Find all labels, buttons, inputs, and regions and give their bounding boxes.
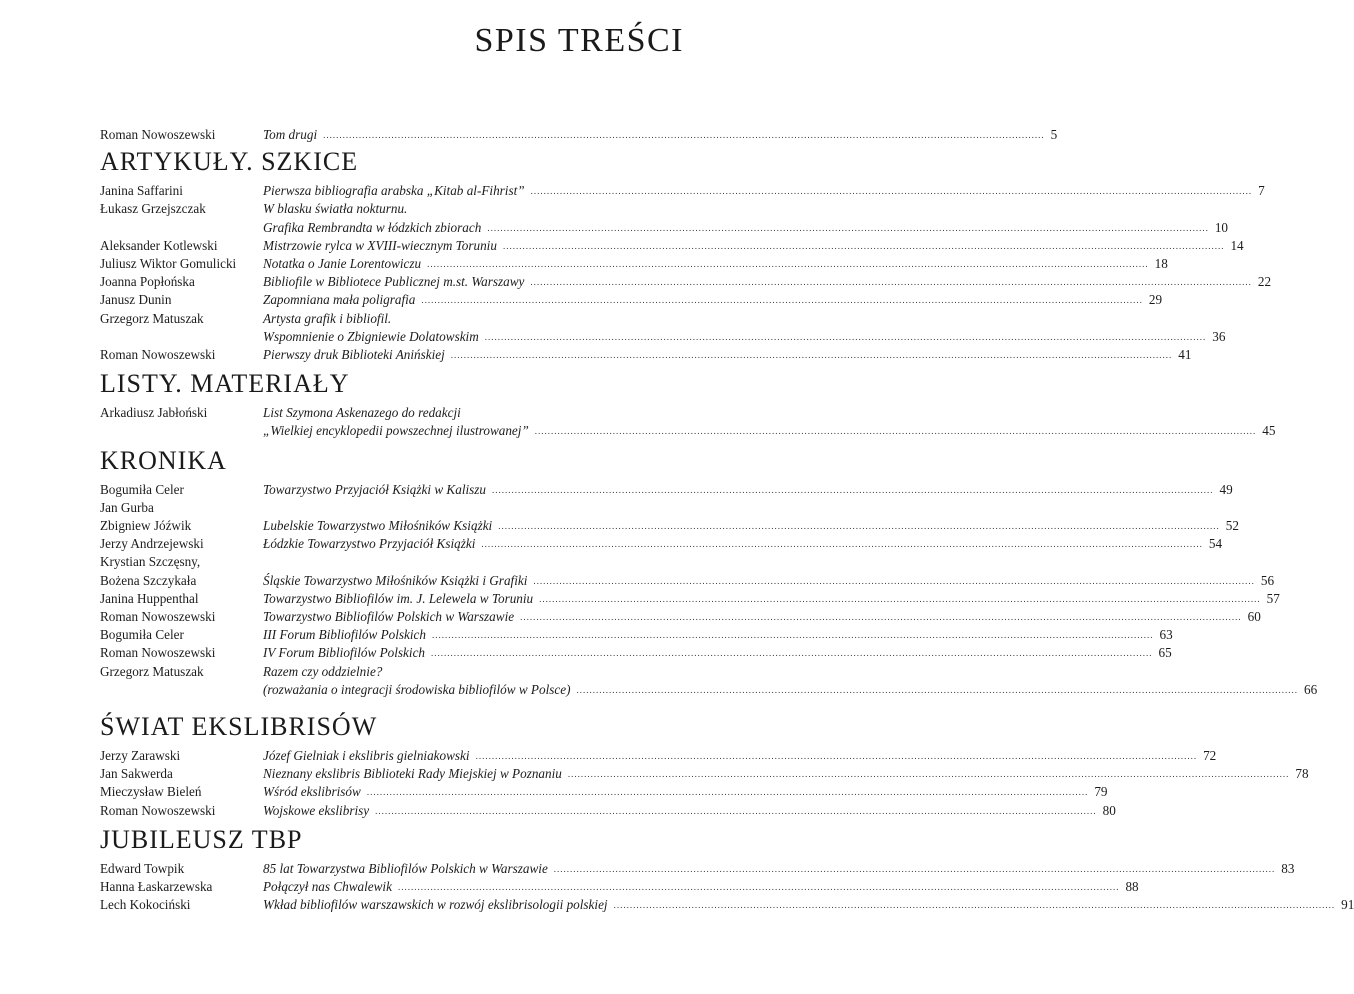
toc-title: Wspomnienie o Zbigniewie Dolatowskim — [263, 328, 479, 344]
toc-page-number: 65 — [1158, 645, 1172, 661]
dot-leader: .............................................................................................................................................................................................................................. — [421, 295, 1143, 306]
toc-title-line — [263, 608, 1261, 626]
toc-entry — [100, 765, 1309, 783]
section-heading: JUBILEUSZ TBP — [100, 824, 303, 854]
toc-page-number: 10 — [1214, 219, 1228, 235]
toc-page-number: 83 — [1281, 860, 1295, 876]
toc-page-number: 52 — [1225, 518, 1239, 534]
toc-author: Jerzy Zarawski — [100, 748, 181, 764]
toc-entry — [100, 517, 1239, 535]
toc-title: Połączył nas Chwalewik — [263, 879, 392, 895]
toc-title: W blasku światła nokturnu. — [263, 201, 408, 217]
toc-title-line — [263, 182, 1265, 200]
toc-page-number: 29 — [1148, 292, 1163, 308]
dot-leader: .............................................................................................................................................................................................................................. — [530, 277, 1252, 288]
toc-entry — [100, 200, 653, 218]
dot-leader: .............................................................................................................................................................................................................................. — [366, 787, 1089, 798]
toc-entry — [100, 572, 1275, 590]
toc-page-number: 14 — [1230, 237, 1244, 253]
dot-leader: .............................................................................................................................................................................................................................. — [427, 259, 1149, 270]
toc-author: Roman Nowoszewski — [100, 127, 216, 142]
toc-entry — [100, 783, 1108, 801]
toc-author: Edward Towpik — [100, 860, 185, 876]
toc-title-line — [263, 517, 1239, 535]
toc-author: Aleksander Kotlewski — [100, 237, 218, 253]
toc-title: Towarzystwo Bibliofilów Polskich w Warszawie — [263, 609, 515, 625]
toc-entry — [100, 802, 1116, 820]
toc-author — [100, 219, 263, 237]
toc-page-number: 60 — [1247, 609, 1261, 625]
toc-author: Jan Sakwerda — [100, 766, 173, 782]
toc-page-number: 88 — [1125, 879, 1139, 895]
toc-title-line — [263, 765, 1309, 783]
toc-page-number: 66 — [1303, 681, 1318, 697]
toc-title: III Forum Bibliofilów Polskich — [263, 627, 426, 643]
toc-author: Łukasz Grzejszczak — [100, 201, 206, 217]
toc-entry — [100, 328, 1226, 346]
toc-page-number: 72 — [1203, 748, 1217, 764]
toc-author: Janina Saffarini — [100, 183, 183, 199]
toc-author: Bogumiła Celer — [100, 481, 184, 497]
toc-page-number: 56 — [1260, 572, 1275, 588]
toc-entry — [100, 553, 653, 571]
toc-title-line — [263, 535, 1223, 553]
toc-author: Arkadiusz Jabłoński — [100, 405, 208, 421]
toc-author: Juliusz Wiktor Gomulicki — [100, 256, 237, 272]
section-heading: LISTY. MATERIAŁY — [100, 369, 350, 399]
toc-entry-preface — [100, 126, 1058, 144]
toc-title: Razem czy oddzielnie? — [263, 663, 383, 679]
dot-leader: .............................................................................................................................................................................................................................. — [530, 186, 1253, 197]
toc-title-line — [263, 328, 1226, 346]
dot-leader: .............................................................................................................................................................................................................................. — [431, 648, 1153, 659]
section-heading: ŚWIAT EKSLIBRISÓW — [100, 712, 378, 742]
toc-page-number: 49 — [1219, 481, 1233, 497]
toc-title-line — [263, 681, 1318, 699]
toc-title: Pierwsza bibliografia arabska „Kitab al-Fihrist” — [263, 183, 525, 199]
toc-page-number: 57 — [1266, 590, 1280, 606]
toc-entry — [100, 219, 1228, 237]
toc-author: Hanna Łaskarzewska — [100, 879, 213, 895]
toc-entry — [100, 499, 653, 517]
toc-author: Bożena Szczykała — [100, 572, 197, 588]
section-heading: ARTYKUŁY. SZKICE — [100, 147, 359, 177]
toc-title: Notatka o Janie Lorentowiczu — [263, 256, 422, 272]
toc-title-line — [263, 346, 1192, 364]
toc-author: Lech Kokociński — [100, 897, 191, 913]
toc-author — [100, 328, 263, 346]
toc-title: Łódzkie Towarzystwo Przyjaciół Książki — [263, 536, 476, 552]
dot-leader: .............................................................................................................................................................................................................................. — [481, 539, 1203, 550]
toc-title-line — [263, 878, 1139, 896]
toc-entry — [100, 237, 1244, 255]
toc-page-number: 36 — [1212, 328, 1226, 344]
toc-author: Roman Nowoszewski — [100, 802, 216, 818]
toc-entry — [100, 346, 1192, 364]
toc-title-line — [263, 626, 1173, 644]
dot-leader: .............................................................................................................................................................................................................................. — [539, 593, 1261, 604]
dot-leader: .............................................................................................................................................................................................................................. — [502, 240, 1225, 251]
dot-leader: .............................................................................................................................................................................................................................. — [567, 769, 1290, 780]
dot-leader: .............................................................................................................................................................................................................................. — [323, 130, 1045, 140]
toc-title-line — [263, 310, 653, 328]
toc-title: Śląskie Towarzystwo Miłośników Książki i Grafiki — [263, 572, 528, 588]
toc-title: Lubelskie Towarzystwo Miłośników Książki — [263, 518, 493, 534]
toc-page-number: 41 — [1178, 347, 1192, 363]
toc-page-number: 45 — [1262, 423, 1276, 439]
toc-title: Wkład bibliofilów warszawskich w rozwój ekslibrisologii polskiej — [263, 897, 608, 913]
toc-entry — [100, 747, 1217, 765]
toc-title: Towarzystwo Przyjaciół Książki w Kaliszu — [263, 481, 487, 497]
toc-title-line — [263, 553, 653, 571]
dot-leader: .............................................................................................................................................................................................................................. — [484, 331, 1207, 342]
toc-title: Wojskowe ekslibrisy — [263, 802, 370, 818]
toc-entry — [100, 182, 1265, 200]
toc-author: Bogumiła Celer — [100, 627, 184, 643]
dot-leader: .............................................................................................................................................................................................................................. — [553, 863, 1276, 874]
toc-title: Tom drugi — [263, 127, 318, 142]
toc-title: Józef Gielniak i ekslibris gielniakowski — [263, 748, 470, 764]
toc-author: Grzegorz Matuszak — [100, 310, 204, 326]
toc-page-number: 18 — [1154, 256, 1168, 272]
toc-page-number: 5 — [1050, 127, 1058, 142]
toc-author: Joanna Popłońska — [100, 274, 195, 290]
toc-entry — [100, 860, 1295, 878]
toc-title-line — [263, 273, 1272, 291]
toc-title-line — [263, 499, 653, 517]
toc-title: 85 lat Towarzystwa Bibliofilów Polskich w Warszawie — [263, 860, 548, 876]
page-title: SPIS TREŚCI — [474, 22, 684, 59]
dot-leader: .............................................................................................................................................................................................................................. — [492, 484, 1214, 495]
toc-title: Nieznany ekslibris Biblioteki Rady Miejskiej w Poznaniu — [263, 766, 562, 782]
dot-leader: .............................................................................................................................................................................................................................. — [487, 222, 1209, 233]
toc-title: Mistrzowie rylca w XVIII-wiecznym Toruniu — [263, 237, 497, 253]
toc-author: Grzegorz Matuszak — [100, 663, 204, 679]
toc-title-line — [263, 896, 1354, 914]
toc-entry — [100, 644, 1172, 662]
toc-title-line — [263, 802, 1116, 820]
dot-leader: .............................................................................................................................................................................................................................. — [432, 630, 1154, 641]
toc-entry — [100, 878, 1139, 896]
toc-title-line — [263, 481, 1233, 499]
toc-title-line — [263, 219, 1228, 237]
toc-entry — [100, 896, 1354, 914]
toc-entry — [100, 681, 1318, 699]
toc-title: „Wielkiej encyklopedii powszechnej ilustrowanej” — [263, 423, 529, 439]
toc-entry — [100, 590, 1280, 608]
dot-leader: .............................................................................................................................................................................................................................. — [534, 426, 1257, 437]
toc-title-line — [263, 404, 653, 422]
dot-leader: .............................................................................................................................................................................................................................. — [533, 575, 1255, 586]
toc-entry — [100, 291, 1163, 309]
toc-title-line — [263, 644, 1172, 662]
toc-author: Janusz Dunin — [100, 292, 172, 308]
toc-title-line — [263, 291, 1163, 309]
toc-author: Jerzy Andrzejewski — [100, 536, 204, 552]
toc-title-line — [263, 237, 1244, 255]
toc-author: Mieczysław Bieleń — [100, 784, 202, 800]
dot-leader: .............................................................................................................................................................................................................................. — [613, 900, 1336, 911]
table-of-contents — [100, 126, 1354, 915]
toc-entry — [100, 481, 1233, 499]
toc-author: Roman Nowoszewski — [100, 609, 216, 625]
toc-author: Zbigniew Jóźwik — [100, 518, 192, 534]
toc-author — [100, 422, 263, 440]
toc-title-line — [263, 747, 1217, 765]
dot-leader: .............................................................................................................................................................................................................................. — [397, 882, 1120, 893]
toc-title-line — [263, 590, 1280, 608]
toc-author: Jan Gurba — [100, 499, 154, 515]
dot-leader: .............................................................................................................................................................................................................................. — [375, 805, 1097, 816]
toc-entry — [100, 404, 653, 422]
toc-entry — [100, 310, 653, 328]
toc-title: List Szymona Askenazego do redakcji — [263, 405, 461, 421]
toc-author: Janina Huppenthal — [100, 590, 199, 606]
toc-title: Bibliofile w Bibliotece Publicznej m.st. Warszawy — [263, 274, 525, 290]
toc-page-number: 63 — [1159, 627, 1173, 643]
toc-author: Roman Nowoszewski — [100, 347, 216, 363]
toc-entry — [100, 626, 1173, 644]
dot-leader: .............................................................................................................................................................................................................................. — [520, 612, 1242, 623]
toc-title: (rozważania o integracji środowiska bibliofilów w Polsce) — [263, 681, 571, 697]
dot-leader: .............................................................................................................................................................................................................................. — [475, 751, 1198, 762]
toc-title: Zapomniana mała poligrafia — [263, 292, 416, 308]
toc-page-number: 78 — [1295, 766, 1309, 782]
toc-title-line — [263, 663, 653, 681]
toc-page-number: 79 — [1094, 784, 1108, 800]
dot-leader: .............................................................................................................................................................................................................................. — [450, 350, 1173, 361]
toc-entry — [100, 608, 1261, 626]
dot-leader: .............................................................................................................................................................................................................................. — [498, 521, 1220, 532]
toc-page-number: 91 — [1341, 897, 1354, 913]
section-heading: KRONIKA — [100, 445, 227, 475]
toc-entry — [100, 422, 1276, 440]
toc-title: Grafika Rembrandta w łódzkich zbiorach — [263, 219, 482, 235]
toc-title-line — [263, 783, 1108, 801]
toc-title: IV Forum Bibliofilów Polskich — [263, 645, 426, 661]
toc-title: Towarzystwo Bibliofilów im. J. Lelewela w Toruniu — [263, 590, 534, 606]
toc-title-line — [263, 572, 1275, 590]
toc-page-number: 54 — [1208, 536, 1223, 552]
toc-page-number: 22 — [1257, 274, 1272, 290]
toc-title: Artysta grafik i bibliofil. — [263, 310, 392, 326]
toc-page-number: 80 — [1102, 802, 1116, 818]
toc-title-line — [263, 200, 653, 218]
toc-entry — [100, 273, 1272, 291]
toc-entry — [100, 663, 653, 681]
toc-title: Wśród ekslibrisów — [263, 784, 361, 800]
toc-title-line — [263, 422, 1276, 440]
toc-author: Krystian Szczęsny, — [100, 554, 201, 570]
toc-entry — [100, 535, 1223, 553]
toc-title: Pierwszy druk Biblioteki Anińskiej — [263, 347, 445, 363]
toc-author — [100, 681, 263, 699]
toc-entry — [100, 255, 1168, 273]
toc-page-number: 7 — [1258, 183, 1265, 199]
toc-title-line — [263, 255, 1168, 273]
toc-author: Roman Nowoszewski — [100, 645, 216, 661]
toc-title-line — [263, 860, 1295, 878]
dot-leader: .............................................................................................................................................................................................................................. — [576, 684, 1298, 695]
